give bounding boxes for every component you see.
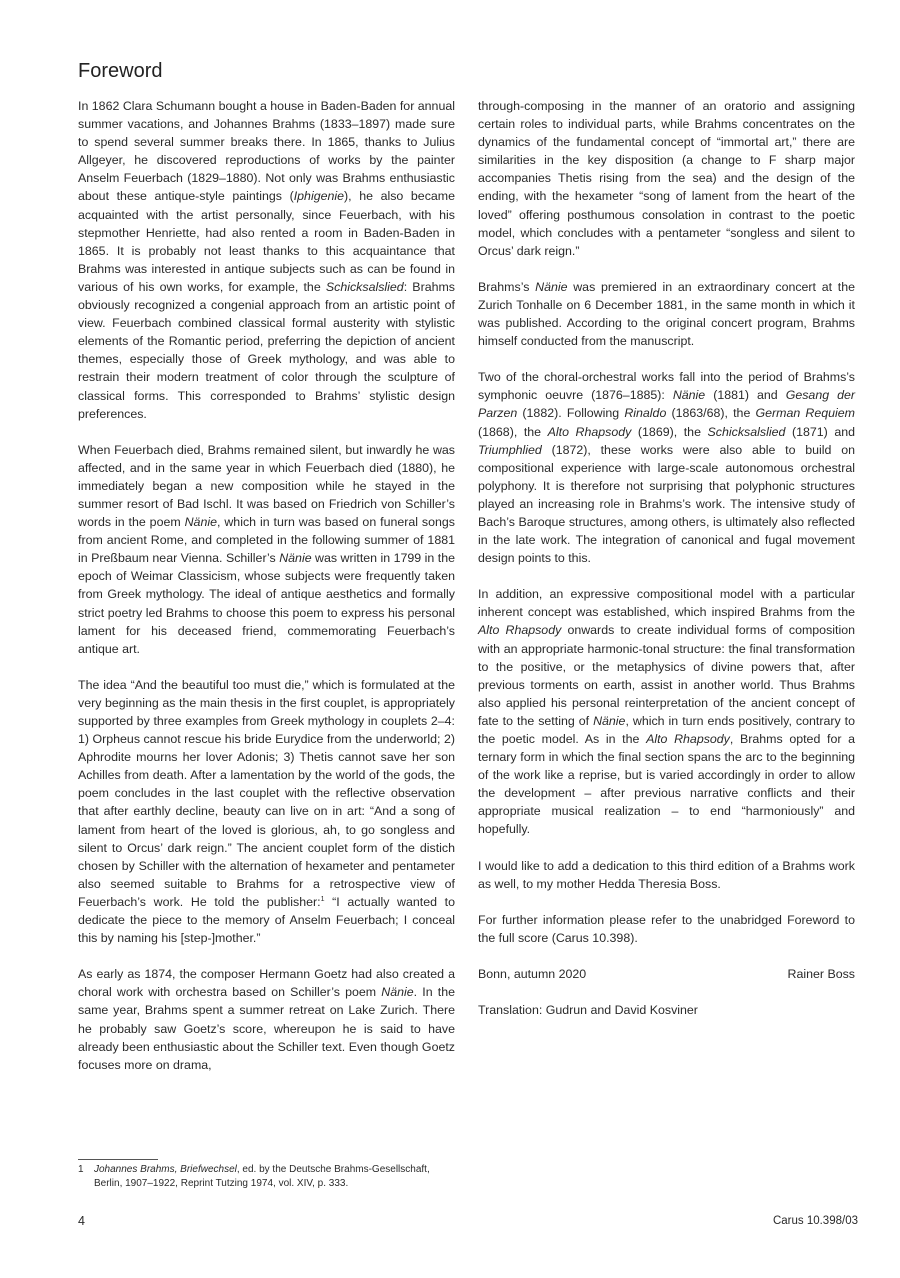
text-run: , Brahms opted for a ternary form in which the final section spans the arc to the beginning of the work like a reprise, but is varied accordingly in order to allow the development – after previous narrative conflicts and their appropriate musical realization – to end “harmoniously” and hopefully. bbox=[478, 732, 856, 837]
text-run: (1863/68), the bbox=[666, 406, 756, 421]
left-column bbox=[78, 97, 455, 1092]
italic-text: Nänie bbox=[381, 985, 414, 1000]
signature-place: Bonn, autumn 2020 bbox=[478, 966, 587, 981]
paragraph bbox=[78, 676, 455, 947]
paragraph bbox=[478, 97, 855, 260]
catalog-number: Carus 10.398/03 bbox=[772, 1215, 858, 1227]
right-column bbox=[478, 97, 855, 1037]
paragraph bbox=[478, 857, 855, 893]
paragraph bbox=[478, 278, 855, 350]
text-run: In addition, an expressive compositional model with a particular inherent concept was established, which inspired Brahms from the bbox=[478, 587, 855, 620]
text-run: , which in turn was based on funeral songs from ancient Rome, and completed in the following summer of 1881 in Preßbaum near Vienna. Schiller’s bbox=[78, 515, 455, 566]
italic-text: Nänie bbox=[593, 713, 626, 728]
footnote-number: 1 bbox=[78, 1164, 84, 1175]
italic-text: Nänie bbox=[184, 515, 217, 530]
text-run: , which in turn ends positively, contrary to the poetic model. As in the bbox=[478, 713, 855, 746]
paragraph bbox=[78, 965, 455, 1074]
text-run: ), he also became acquainted with the artist personally, since Feuerbach, with his stepmother Henriette, had also rented a room in Baden-Baden in 1865. It is probably not least thanks to this acquaintance that Brahms was interested in antique subjects such as can be found in various of his own works, for example, the bbox=[78, 189, 455, 294]
text-run: . In the same year, Brahms spent a summer retreat on Lake Zurich. There he probably saw Goetz’s score, whereupon he is said to have already been enthusiastic about the Schiller text. Even though Goetz focuses more on drama, bbox=[78, 985, 455, 1072]
italic-text: Schicksalslied bbox=[707, 424, 786, 439]
italic-text: Alto Rhapsody bbox=[478, 623, 562, 638]
text-run: Two of the choral-orchestral works fall into the period of Brahms’s symphonic oeuvre (1876–1885): bbox=[478, 370, 855, 403]
text-run: (1871) and bbox=[785, 424, 856, 439]
text-run: For further information please refer to the unabridged Foreword to the full score (Carus 10.398). bbox=[478, 912, 855, 945]
italic-text: Gesang der Parzen bbox=[478, 388, 856, 421]
italic-text: Alto Rhapsody bbox=[646, 732, 730, 746]
text-run: When Feuerbach died, Brahms remained silent, but inwardly he was affected, and in the same year in which Feuerbach died (1880), he immediately began a new composition while he stayed in the summer resort of Bad Ischl. It was based on Friedrich von Schiller’s words in the poem bbox=[78, 442, 455, 530]
paragraph bbox=[78, 97, 455, 423]
italic-text: Triumphlied bbox=[478, 442, 542, 457]
text-run: onwards to create individual forms of composition with an appropriate harmonic-tonal structure: the final transformation to the positive, or the metaphysics of divine powers that, after previous torments on earth, assist in another world. Thus Brahms also applied his personal reinterpretation of the ancient concept of fate to the setting of bbox=[478, 623, 855, 728]
page-number: 4 bbox=[78, 1214, 85, 1228]
italic-text: German Requiem bbox=[755, 406, 855, 421]
text-run: “I actually wanted to dedicate the piece to the memory of Anselm Feuerbach; I conceal this by naming his [step-]mother.” bbox=[78, 894, 456, 946]
text-run: (1872), these works were also able to build on compositional experience with large-scale autonomous orchestral polyphony. It is therefore not surprising that polyphonic structures played an increasing role in Brahms’s work. The intensive study of Bach’s Baroque structures, among others, is ultimately also reflected in the late work. The integration of canonical and fugal movement design points to this. bbox=[478, 442, 855, 566]
italic-text: Schicksalslied bbox=[325, 279, 404, 294]
text-run: through-composing in the manner of an oratorio and assigning certain roles to individual parts, while Brahms concentrates on the dynamics of the fundamental concept of “immortal art,” there are similarities in the key disposition (a change to F sharp major accompanies Thetis rising from the sea) and the design of the ending, with the hexameter “song of lament from the heart of the loved” offering posthumous consolation in contrast to the poetic model, which concludes with a pentameter “songless and silent to Orcus’ dark reign.” bbox=[478, 99, 855, 258]
page-title: Foreword bbox=[78, 60, 163, 82]
text-run: was written in 1799 in the epoch of Weimar Classicism, whose subjects were frequently taken from Greek mythology. The ideal of antique aesthetics and formally strict poetry led Brahms to choose this poem to express his personal lament for his deceased friend, commemorating Feuerbach’s antique art. bbox=[78, 551, 455, 656]
signature-line bbox=[478, 965, 855, 983]
paragraph bbox=[478, 911, 855, 947]
translation-credit: Translation: Gudrun and David Kosviner bbox=[478, 1003, 698, 1018]
paragraph bbox=[478, 585, 855, 838]
text-run: (1881) and bbox=[705, 388, 786, 403]
paragraph bbox=[78, 441, 455, 658]
italic-text: Nänie bbox=[279, 551, 312, 566]
text-run: : Brahms obviously recognized a congenial approach from an artistic point of view. Feuerbach combined classical formal austerity with stylistic elements of the Romantic period, preferring the depiction of ancient themes, especially those of Greek mythology, and was able to restrain their modern treatment of color through the sculpture of classical forms. This corresponded to Brahms’ stylistic design preferences. bbox=[78, 279, 455, 421]
text-run: (1869), the bbox=[631, 424, 708, 439]
italic-text: Nänie bbox=[535, 279, 568, 294]
text-run: The idea “And the beautiful too must die,” which is formulated at the very beginning as the main thesis in the first couplet, is appropriately supported by three examples from Greek mythology in couplets 2–4: 1) Orpheus cannot rescue his bride Eurydice from the underworld; 2) Aphrodite mourns her lover Adonis; 3) Thetis cannot save her son Achilles from death. After a lamentation by the world of the gods, the poem concludes in the last couplet with the reflective observation that after earthly decline, beauty can live on in art: “And a song of lament from heart of the loved is glorious, ah, to go songless and silent to Orcus’ dark reign.” The ancient couplet form of the distich chosen by Schiller with the alternation of hexameter and pentameter also seemed suitable to Brahms for a retrospective view of Feuerbach’s work. He told the publisher: bbox=[78, 677, 455, 909]
italic-text: Rinaldo bbox=[624, 406, 667, 421]
italic-text: Nänie bbox=[672, 388, 706, 403]
text-run: (1868), the bbox=[478, 424, 548, 439]
text-run: I would like to add a dedication to this third edition of a Brahms work as well, to my mother Hedda Theresia Boss. bbox=[478, 858, 855, 891]
text-run: , ed. by the Deutsche Brahms-Gesellschaft, Berlin, 1907–1922, Reprint Tutzing 1974, vol. XIV, p. 333. bbox=[94, 1164, 430, 1189]
italic-text: Iphigenie bbox=[293, 189, 345, 204]
footnote-text bbox=[94, 1163, 455, 1190]
text-run: was premiered in an extraordinary concert at the Zurich Tonhalle on 6 December 1881, in the same month in which it was published. According to the original concert program, Brahms himself conducted from the manuscript. bbox=[478, 279, 855, 349]
signature-name: Rainer Boss bbox=[787, 966, 855, 981]
text-run: (1882). Following bbox=[517, 406, 625, 421]
text-run: In 1862 Clara Schumann bought a house in Baden-Baden for annual summer vacations, and Johannes Brahms (1833–1897) made sure to spend several summer breaks there. In 1865, thanks to Julius Allgeyer, he discovered reproductions of works by the painter Anselm Feuerbach (1829–1880). Not only was Brahms enthusiastic about these antique-style paintings ( bbox=[78, 99, 455, 204]
footnote-ref: 1 bbox=[320, 895, 325, 903]
footnote-divider bbox=[78, 1159, 158, 1160]
paragraph bbox=[478, 368, 855, 567]
text-run: As early as 1874, the composer Hermann Goetz had also created a choral work with orchestra based on Schiller’s poem bbox=[78, 967, 455, 1000]
text-run: Brahms’s bbox=[478, 279, 536, 294]
italic-text: Alto Rhapsody bbox=[547, 424, 632, 439]
footnote bbox=[78, 1163, 455, 1190]
italic-text: Johannes Brahms, Briefwechsel bbox=[94, 1164, 237, 1175]
